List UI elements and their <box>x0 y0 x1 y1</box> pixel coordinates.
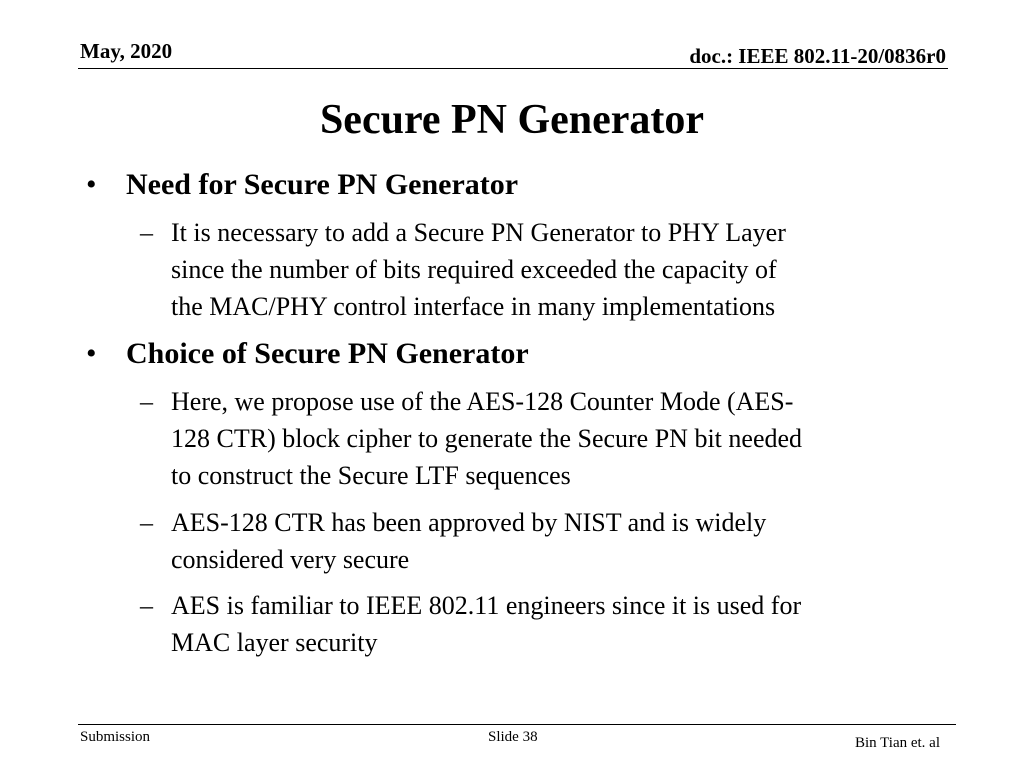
sub-bullet-line: AES-128 CTR has been approved by NIST and is widely <box>171 508 767 537</box>
dash-icon: – <box>140 218 153 247</box>
sub-bullet-line: since the number of bits required exceeded the capacity of <box>171 255 777 284</box>
sub-bullet-line: 128 CTR) block cipher to generate the Secure PN bit needed <box>171 424 803 453</box>
sub-bullet-line: to construct the Secure LTF sequences <box>171 461 571 490</box>
header-date: May, 2020 <box>80 39 173 63</box>
sub-bullet-line: considered very secure <box>171 545 410 574</box>
footer-divider <box>78 724 956 725</box>
sub-bullet-text <box>171 214 951 325</box>
sub-bullet-line: It is necessary to add a Secure PN Generator to PHY Layer <box>171 218 786 247</box>
bullet-icon: • <box>86 337 97 370</box>
sub-bullet-line: Here, we propose use of the AES-128 Counter Mode (AES- <box>171 387 794 416</box>
header-divider <box>78 68 948 69</box>
footer-slide-number: Slide 38 <box>488 729 538 745</box>
dash-icon: – <box>140 591 153 620</box>
footer-author: Bin Tian et. al <box>854 735 940 751</box>
sub-bullet-text <box>171 383 951 494</box>
header-doc-id: doc.: IEEE 802.11-20/0836r0 <box>689 44 946 68</box>
sub-bullet-text <box>171 504 951 578</box>
dash-icon: – <box>140 387 153 416</box>
sub-bullet-text <box>171 587 951 661</box>
sub-bullet-line: the MAC/PHY control interface in many implementations <box>171 292 776 321</box>
section-heading: Need for Secure PN Generator <box>126 168 519 201</box>
bullet-icon: • <box>86 168 97 201</box>
slide-title: Secure PN Generator <box>319 97 705 143</box>
sub-bullet-line: AES is familiar to IEEE 802.11 engineers since it is used for <box>171 591 802 620</box>
dash-icon: – <box>140 508 153 537</box>
footer-submission: Submission <box>80 729 151 745</box>
section-heading: Choice of Secure PN Generator <box>126 337 529 370</box>
sub-bullet-line: MAC layer security <box>171 628 378 657</box>
